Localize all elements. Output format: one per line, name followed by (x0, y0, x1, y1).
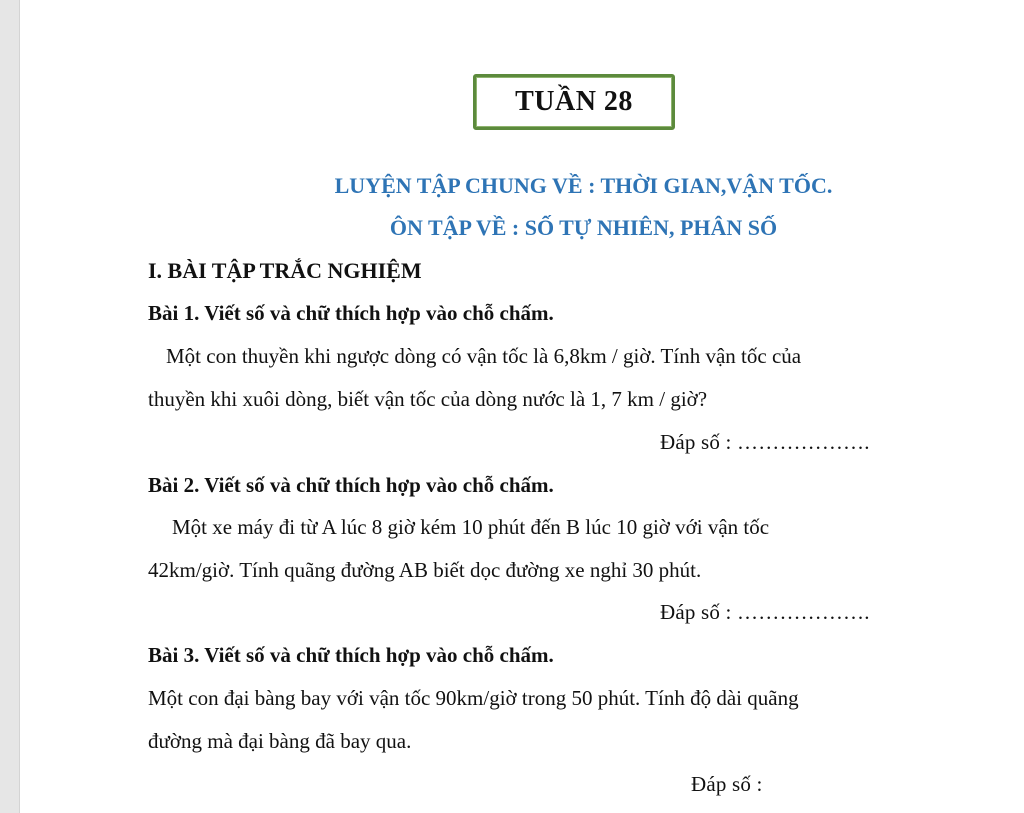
week-title-box (473, 74, 675, 130)
exercise-1-title: Bài 1. Viết số và chữ thích hợp vào chỗ chấm. (148, 301, 554, 325)
exercise-2-text-line2: 42km/giờ. Tính quãng đường AB biết dọc đường xe nghỉ 30 phút. (148, 558, 702, 582)
document-page (19, 0, 1024, 813)
heading-topic-2: ÔN TẬP VỀ : SỐ TỰ NHIÊN, PHÂN SỐ (389, 215, 778, 240)
heading-topic-1: LUYỆN TẬP CHUNG VỀ : THỜI GIAN,VẬN TỐC. (334, 173, 833, 198)
exercise-1-answer: Đáp số : ………………. (660, 430, 870, 454)
week-title: TUẦN 28 (515, 86, 633, 117)
exercise-1-text-line1: Một con thuyền khi ngược dòng có vận tốc là 6,8km / giờ. Tính vận tốc của (166, 344, 802, 368)
exercise-2-title: Bài 2. Viết số và chữ thích hợp vào chỗ chấm. (148, 473, 554, 497)
exercise-2-text-line1: Một xe máy đi từ A lúc 8 giờ kém 10 phút đến B lúc 10 giờ với vận tốc (172, 515, 770, 539)
exercise-3-text-line2: đường mà đại bàng đã bay qua. (148, 729, 412, 753)
exercise-3-answer: Đáp số : (691, 772, 763, 796)
section-title: I. BÀI TẬP TRẮC NGHIỆM (148, 258, 422, 283)
exercise-2-answer: Đáp số : ………………. (660, 600, 870, 624)
exercise-1-text-line2: thuyền khi xuôi dòng, biết vận tốc của dòng nước là 1, 7 km / giờ? (148, 387, 708, 411)
exercise-3-title: Bài 3. Viết số và chữ thích hợp vào chỗ chấm. (148, 643, 554, 667)
exercise-3-text-line1: Một con đại bàng bay với vận tốc 90km/giờ trong 50 phút. Tính độ dài quãng (148, 686, 799, 710)
